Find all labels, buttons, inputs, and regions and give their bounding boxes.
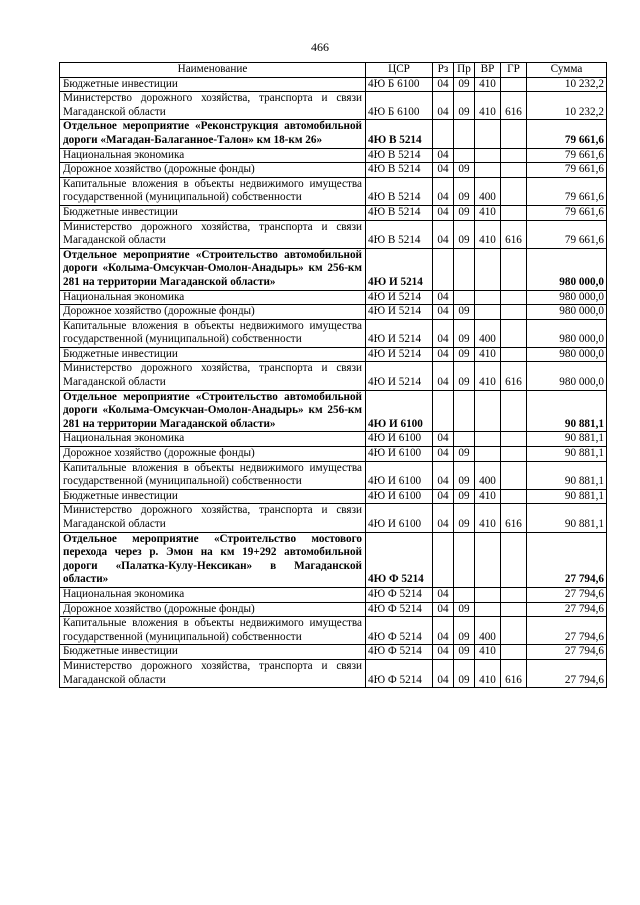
cell-csr: 4Ю И 5214 bbox=[366, 305, 433, 320]
cell-gr bbox=[501, 461, 527, 489]
cell-gr bbox=[501, 489, 527, 504]
cell-name: Отдельное мероприятие «Строительство мостового перехода через р. Эмон на км 19+292 автомобильной дороги «Палатка-Кулу-Нексикан» в Магаданской области» bbox=[60, 532, 366, 587]
cell-rz: 04 bbox=[433, 659, 454, 687]
cell-sum: 980 000,0 bbox=[527, 290, 607, 305]
table-row bbox=[60, 290, 607, 305]
cell-gr bbox=[501, 390, 527, 432]
table-row bbox=[60, 248, 607, 290]
cell-csr: 4Ю Ф 5214 bbox=[366, 602, 433, 617]
cell-pr: 09 bbox=[454, 504, 475, 532]
table-row bbox=[60, 461, 607, 489]
cell-rz: 04 bbox=[433, 362, 454, 390]
cell-sum: 90 881,1 bbox=[527, 432, 607, 447]
cell-gr bbox=[501, 447, 527, 462]
cell-pr bbox=[454, 532, 475, 587]
cell-sum: 10 232,2 bbox=[527, 77, 607, 92]
cell-gr bbox=[501, 248, 527, 290]
cell-name: Дорожное хозяйство (дорожные фонды) bbox=[60, 163, 366, 178]
cell-rz bbox=[433, 248, 454, 290]
cell-gr bbox=[501, 290, 527, 305]
cell-name: Отдельное мероприятие «Строительство автомобильной дороги «Колыма-Омсукчан-Омолон-Анадырь» км 256-км 281 на территории Магаданской области» bbox=[60, 390, 366, 432]
table-row bbox=[60, 163, 607, 178]
cell-vr: 410 bbox=[475, 362, 501, 390]
cell-name: Бюджетные инвестиции bbox=[60, 489, 366, 504]
cell-rz bbox=[433, 120, 454, 148]
cell-vr: 410 bbox=[475, 659, 501, 687]
cell-vr: 410 bbox=[475, 504, 501, 532]
table-row bbox=[60, 504, 607, 532]
cell-pr bbox=[454, 587, 475, 602]
cell-name: Отдельное мероприятие «Реконструкция автомобильной дороги «Магадан-Балаганное-Талон» км 18-км 26» bbox=[60, 120, 366, 148]
cell-csr: 4Ю И 5214 bbox=[366, 290, 433, 305]
cell-rz bbox=[433, 390, 454, 432]
cell-sum: 980 000,0 bbox=[527, 305, 607, 320]
cell-name: Дорожное хозяйство (дорожные фонды) bbox=[60, 447, 366, 462]
table-header-row bbox=[60, 63, 607, 78]
cell-name: Министерство дорожного хозяйства, транспорта и связи Магаданской области bbox=[60, 504, 366, 532]
cell-gr: 616 bbox=[501, 220, 527, 248]
table-row bbox=[60, 587, 607, 602]
cell-name: Национальная экономика bbox=[60, 148, 366, 163]
cell-csr: 4Ю И 5214 bbox=[366, 362, 433, 390]
cell-csr: 4Ю Б 6100 bbox=[366, 92, 433, 120]
cell-vr bbox=[475, 532, 501, 587]
table-row bbox=[60, 447, 607, 462]
cell-name: Бюджетные инвестиции bbox=[60, 77, 366, 92]
cell-gr bbox=[501, 305, 527, 320]
table-row bbox=[60, 148, 607, 163]
header-pr: Пр bbox=[454, 63, 475, 78]
table-row bbox=[60, 205, 607, 220]
cell-csr: 4Ю И 5214 bbox=[366, 319, 433, 347]
cell-rz: 04 bbox=[433, 645, 454, 660]
cell-sum: 980 000,0 bbox=[527, 319, 607, 347]
cell-gr bbox=[501, 120, 527, 148]
cell-vr: 410 bbox=[475, 77, 501, 92]
cell-rz: 04 bbox=[433, 205, 454, 220]
cell-name: Капитальные вложения в объекты недвижимого имущества государственной (муниципальной) собственности bbox=[60, 617, 366, 645]
cell-csr: 4Ю Ф 5214 bbox=[366, 617, 433, 645]
cell-rz: 04 bbox=[433, 148, 454, 163]
cell-gr bbox=[501, 177, 527, 205]
cell-gr: 616 bbox=[501, 504, 527, 532]
header-csr: ЦСР bbox=[366, 63, 433, 78]
cell-pr: 09 bbox=[454, 220, 475, 248]
cell-gr bbox=[501, 77, 527, 92]
cell-pr: 09 bbox=[454, 92, 475, 120]
cell-gr bbox=[501, 645, 527, 660]
header-name: Наименование bbox=[60, 63, 366, 78]
cell-pr bbox=[454, 120, 475, 148]
cell-csr: 4Ю В 5214 bbox=[366, 148, 433, 163]
cell-rz: 04 bbox=[433, 461, 454, 489]
cell-csr: 4Ю Б 6100 bbox=[366, 77, 433, 92]
cell-pr bbox=[454, 290, 475, 305]
table-row bbox=[60, 319, 607, 347]
cell-name: Дорожное хозяйство (дорожные фонды) bbox=[60, 305, 366, 320]
cell-name: Министерство дорожного хозяйства, транспорта и связи Магаданской области bbox=[60, 92, 366, 120]
cell-pr bbox=[454, 390, 475, 432]
table-row bbox=[60, 602, 607, 617]
cell-pr: 09 bbox=[454, 489, 475, 504]
cell-rz: 04 bbox=[433, 305, 454, 320]
cell-rz: 04 bbox=[433, 587, 454, 602]
cell-sum: 90 881,1 bbox=[527, 489, 607, 504]
cell-sum: 27 794,6 bbox=[527, 645, 607, 660]
cell-sum: 980 000,0 bbox=[527, 248, 607, 290]
cell-csr: 4Ю Ф 5214 bbox=[366, 532, 433, 587]
cell-rz: 04 bbox=[433, 290, 454, 305]
cell-sum: 90 881,1 bbox=[527, 447, 607, 462]
cell-sum: 79 661,6 bbox=[527, 177, 607, 205]
table-row bbox=[60, 659, 607, 687]
cell-name: Национальная экономика bbox=[60, 587, 366, 602]
cell-gr bbox=[501, 532, 527, 587]
cell-vr: 400 bbox=[475, 461, 501, 489]
cell-vr: 400 bbox=[475, 319, 501, 347]
cell-name: Министерство дорожного хозяйства, транспорта и связи Магаданской области bbox=[60, 659, 366, 687]
cell-vr: 400 bbox=[475, 177, 501, 205]
cell-rz: 04 bbox=[433, 177, 454, 205]
cell-rz: 04 bbox=[433, 617, 454, 645]
cell-csr: 4Ю Ф 5214 bbox=[366, 659, 433, 687]
table-row bbox=[60, 77, 607, 92]
cell-sum: 980 000,0 bbox=[527, 347, 607, 362]
cell-name: Бюджетные инвестиции bbox=[60, 205, 366, 220]
cell-sum: 27 794,6 bbox=[527, 617, 607, 645]
cell-sum: 27 794,6 bbox=[527, 532, 607, 587]
cell-vr bbox=[475, 587, 501, 602]
cell-pr: 09 bbox=[454, 447, 475, 462]
cell-pr bbox=[454, 148, 475, 163]
cell-pr: 09 bbox=[454, 319, 475, 347]
cell-vr bbox=[475, 305, 501, 320]
cell-csr: 4Ю В 5214 bbox=[366, 205, 433, 220]
cell-name: Капитальные вложения в объекты недвижимого имущества государственной (муниципальной) собственности bbox=[60, 177, 366, 205]
cell-name: Бюджетные инвестиции bbox=[60, 347, 366, 362]
cell-pr: 09 bbox=[454, 602, 475, 617]
cell-sum: 79 661,6 bbox=[527, 120, 607, 148]
header-rz: Рз bbox=[433, 63, 454, 78]
cell-pr: 09 bbox=[454, 177, 475, 205]
cell-rz: 04 bbox=[433, 92, 454, 120]
cell-pr: 09 bbox=[454, 347, 475, 362]
cell-name: Капитальные вложения в объекты недвижимого имущества государственной (муниципальной) собственности bbox=[60, 319, 366, 347]
cell-rz: 04 bbox=[433, 489, 454, 504]
cell-name: Национальная экономика bbox=[60, 432, 366, 447]
cell-rz: 04 bbox=[433, 163, 454, 178]
cell-pr: 09 bbox=[454, 163, 475, 178]
table-row bbox=[60, 390, 607, 432]
table-body bbox=[60, 63, 607, 688]
cell-csr: 4Ю В 5214 bbox=[366, 163, 433, 178]
cell-csr: 4Ю В 5214 bbox=[366, 220, 433, 248]
cell-name: Отдельное мероприятие «Строительство автомобильной дороги «Колыма-Омсукчан-Омолон-Анадырь» км 256-км 281 на территории Магаданской области» bbox=[60, 248, 366, 290]
cell-vr bbox=[475, 602, 501, 617]
cell-pr bbox=[454, 248, 475, 290]
table-row bbox=[60, 177, 607, 205]
cell-name: Министерство дорожного хозяйства, транспорта и связи Магаданской области bbox=[60, 220, 366, 248]
cell-vr bbox=[475, 163, 501, 178]
cell-csr: 4Ю В 5214 bbox=[366, 177, 433, 205]
cell-gr: 616 bbox=[501, 92, 527, 120]
cell-csr: 4Ю И 5214 bbox=[366, 347, 433, 362]
cell-gr bbox=[501, 163, 527, 178]
cell-pr: 09 bbox=[454, 617, 475, 645]
cell-rz: 04 bbox=[433, 319, 454, 347]
cell-pr: 09 bbox=[454, 659, 475, 687]
cell-pr bbox=[454, 432, 475, 447]
cell-csr: 4Ю И 6100 bbox=[366, 447, 433, 462]
cell-pr: 09 bbox=[454, 205, 475, 220]
cell-csr: 4Ю И 6100 bbox=[366, 461, 433, 489]
cell-sum: 90 881,1 bbox=[527, 390, 607, 432]
cell-gr bbox=[501, 432, 527, 447]
cell-csr: 4Ю И 6100 bbox=[366, 390, 433, 432]
cell-csr: 4Ю И 6100 bbox=[366, 504, 433, 532]
cell-gr bbox=[501, 148, 527, 163]
cell-sum: 27 794,6 bbox=[527, 587, 607, 602]
cell-vr: 410 bbox=[475, 92, 501, 120]
table-row bbox=[60, 92, 607, 120]
cell-pr: 09 bbox=[454, 645, 475, 660]
cell-rz: 04 bbox=[433, 504, 454, 532]
cell-pr: 09 bbox=[454, 305, 475, 320]
cell-vr: 410 bbox=[475, 220, 501, 248]
cell-vr bbox=[475, 148, 501, 163]
cell-vr: 410 bbox=[475, 489, 501, 504]
cell-vr: 400 bbox=[475, 617, 501, 645]
cell-vr: 410 bbox=[475, 645, 501, 660]
cell-vr bbox=[475, 120, 501, 148]
cell-sum: 27 794,6 bbox=[527, 602, 607, 617]
cell-vr: 410 bbox=[475, 347, 501, 362]
cell-name: Капитальные вложения в объекты недвижимого имущества государственной (муниципальной) собственности bbox=[60, 461, 366, 489]
cell-gr bbox=[501, 319, 527, 347]
cell-rz: 04 bbox=[433, 220, 454, 248]
cell-csr: 4Ю И 6100 bbox=[366, 432, 433, 447]
header-vr: ВР bbox=[475, 63, 501, 78]
cell-vr bbox=[475, 390, 501, 432]
table-row bbox=[60, 489, 607, 504]
table-row bbox=[60, 617, 607, 645]
cell-rz: 04 bbox=[433, 347, 454, 362]
cell-gr bbox=[501, 602, 527, 617]
cell-gr bbox=[501, 617, 527, 645]
cell-sum: 79 661,6 bbox=[527, 220, 607, 248]
cell-pr: 09 bbox=[454, 461, 475, 489]
cell-rz: 04 bbox=[433, 602, 454, 617]
header-sum: Сумма bbox=[527, 63, 607, 78]
table-row bbox=[60, 120, 607, 148]
cell-sum: 10 232,2 bbox=[527, 92, 607, 120]
cell-name: Дорожное хозяйство (дорожные фонды) bbox=[60, 602, 366, 617]
table-row bbox=[60, 305, 607, 320]
cell-gr bbox=[501, 347, 527, 362]
cell-sum: 79 661,6 bbox=[527, 205, 607, 220]
cell-sum: 79 661,6 bbox=[527, 163, 607, 178]
table-row bbox=[60, 220, 607, 248]
cell-pr: 09 bbox=[454, 77, 475, 92]
cell-vr bbox=[475, 432, 501, 447]
cell-vr: 410 bbox=[475, 205, 501, 220]
cell-sum: 90 881,1 bbox=[527, 461, 607, 489]
cell-sum: 980 000,0 bbox=[527, 362, 607, 390]
header-gr: ГР bbox=[501, 63, 527, 78]
cell-csr: 4Ю И 6100 bbox=[366, 489, 433, 504]
cell-gr bbox=[501, 587, 527, 602]
table-row bbox=[60, 532, 607, 587]
page-number: 466 bbox=[311, 40, 329, 54]
cell-csr: 4Ю В 5214 bbox=[366, 120, 433, 148]
table-row bbox=[60, 347, 607, 362]
table-row bbox=[60, 362, 607, 390]
cell-rz bbox=[433, 532, 454, 587]
cell-vr bbox=[475, 248, 501, 290]
cell-csr: 4Ю Ф 5214 bbox=[366, 587, 433, 602]
cell-vr bbox=[475, 290, 501, 305]
budget-table bbox=[59, 62, 607, 688]
cell-name: Бюджетные инвестиции bbox=[60, 645, 366, 660]
cell-sum: 79 661,6 bbox=[527, 148, 607, 163]
table-row bbox=[60, 432, 607, 447]
cell-rz: 04 bbox=[433, 447, 454, 462]
cell-csr: 4Ю Ф 5214 bbox=[366, 645, 433, 660]
cell-gr: 616 bbox=[501, 362, 527, 390]
cell-name: Национальная экономика bbox=[60, 290, 366, 305]
cell-csr: 4Ю И 5214 bbox=[366, 248, 433, 290]
cell-gr bbox=[501, 205, 527, 220]
cell-gr: 616 bbox=[501, 659, 527, 687]
cell-sum: 27 794,6 bbox=[527, 659, 607, 687]
cell-rz: 04 bbox=[433, 432, 454, 447]
cell-sum: 90 881,1 bbox=[527, 504, 607, 532]
table-row bbox=[60, 645, 607, 660]
cell-vr bbox=[475, 447, 501, 462]
cell-name: Министерство дорожного хозяйства, транспорта и связи Магаданской области bbox=[60, 362, 366, 390]
cell-rz: 04 bbox=[433, 77, 454, 92]
cell-pr: 09 bbox=[454, 362, 475, 390]
